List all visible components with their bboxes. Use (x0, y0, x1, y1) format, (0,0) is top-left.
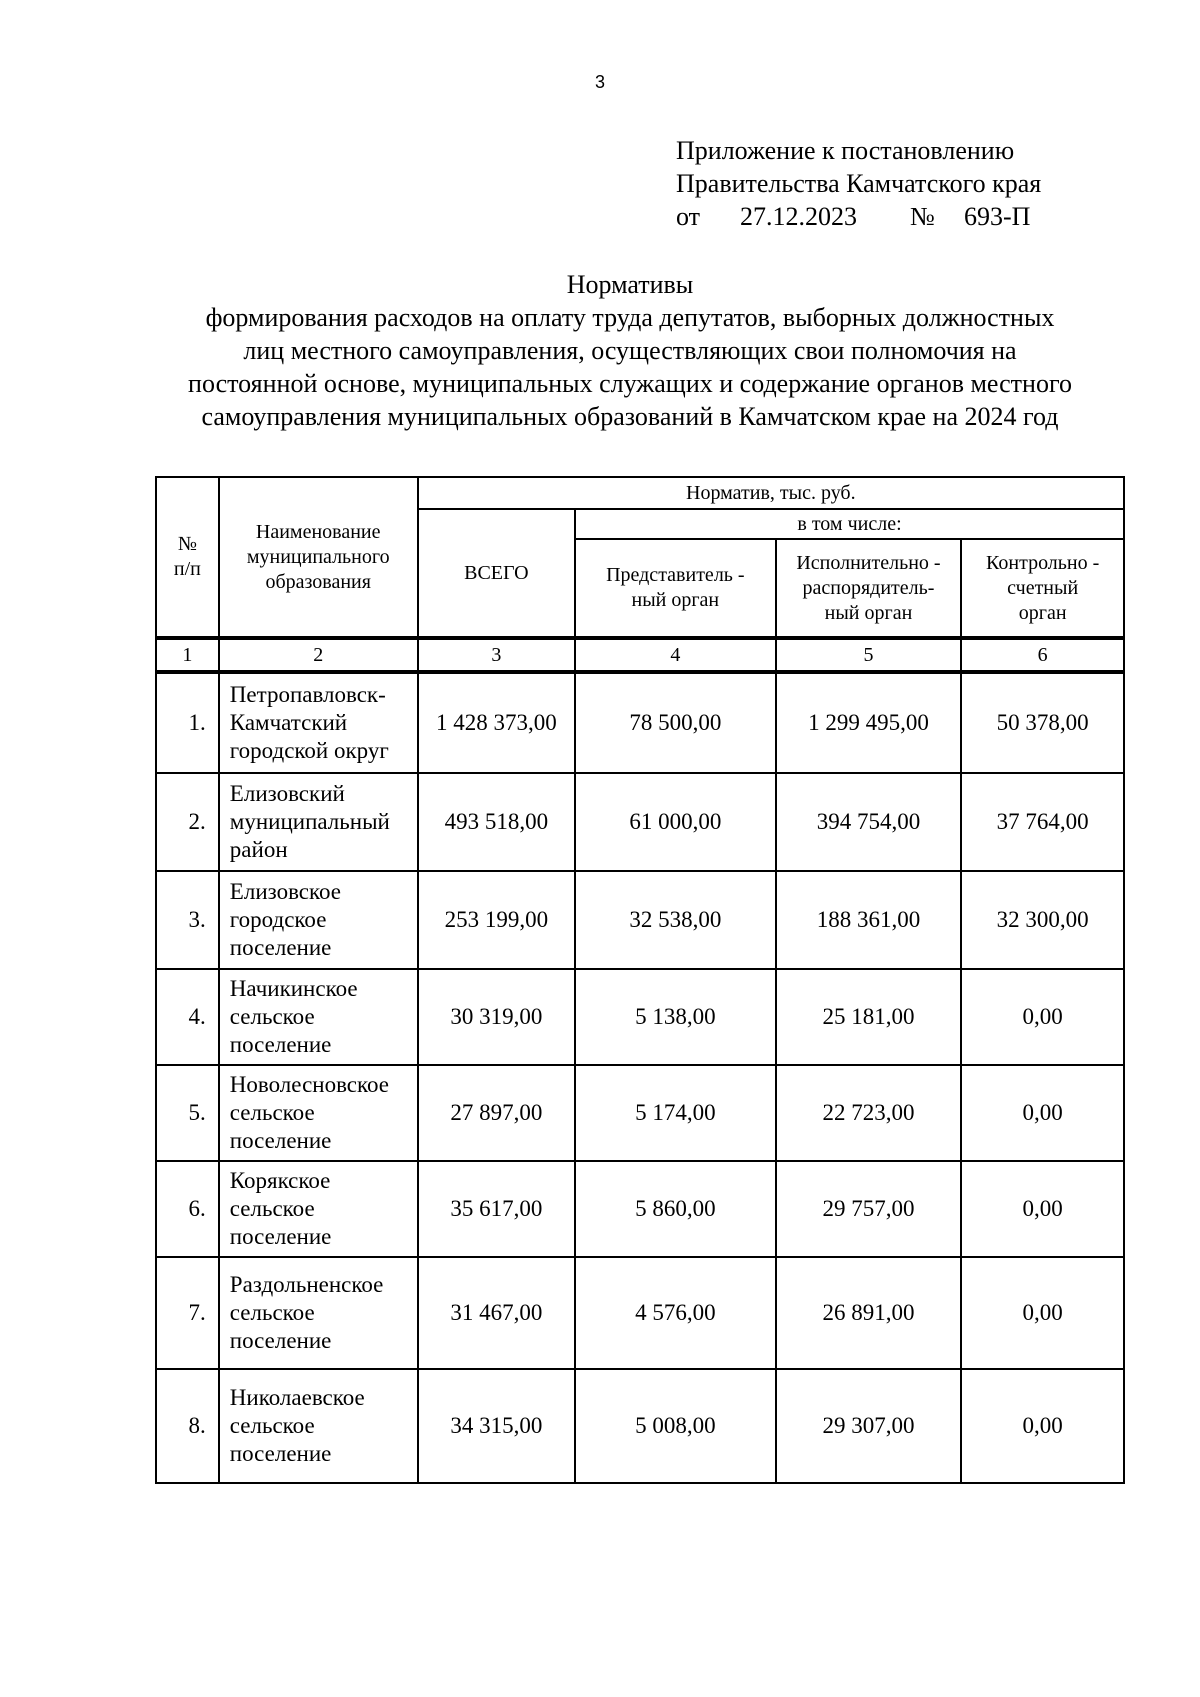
row-ctrl: 32 300,00 (961, 871, 1124, 969)
row-total: 34 315,00 (418, 1369, 575, 1483)
table-row (156, 773, 1124, 871)
row-name-line: Петропавловск- (229, 682, 386, 707)
column-numbers-row (156, 639, 1124, 671)
row-name-line: Николаевское (229, 1385, 365, 1410)
row-name (219, 773, 418, 871)
row-name (219, 1257, 418, 1369)
page-number: 3 (594, 72, 605, 92)
table-body (156, 673, 1124, 1483)
header-exec-line: ный орган (824, 601, 913, 624)
row-ctrl: 0,00 (961, 1369, 1124, 1483)
table-row (156, 1161, 1124, 1257)
row-name-line: Елизовское (229, 879, 342, 904)
row-rep: 5 860,00 (575, 1161, 776, 1257)
table-row (156, 1065, 1124, 1161)
row-name-line: муниципальный (229, 809, 390, 834)
row-name-line: Новолесновское (229, 1072, 390, 1097)
row-index: 8. (156, 1369, 219, 1483)
row-name (219, 673, 418, 773)
header-ctrl (961, 539, 1124, 637)
row-name-line: городской округ (229, 738, 389, 763)
row-ctrl: 37 764,00 (961, 773, 1124, 871)
table-row (156, 1257, 1124, 1369)
row-name-line: Камчатский (229, 710, 348, 735)
header-total: ВСЕГО (418, 509, 575, 637)
row-name-line: район (229, 837, 288, 862)
row-name-line: поселение (229, 1441, 332, 1466)
row-name-line: поселение (229, 1328, 332, 1353)
row-index: 5. (156, 1065, 219, 1161)
header-ctrl-line: счетный (1007, 576, 1079, 599)
annex-date-line (676, 200, 1041, 233)
annex-from-label: от (676, 202, 701, 231)
row-ctrl: 50 378,00 (961, 673, 1124, 773)
column-number: 3 (418, 639, 575, 671)
header-row (156, 477, 1124, 509)
header-rep-line: Представитель - (606, 564, 745, 586)
norms-table (155, 476, 1125, 1484)
row-index: 2. (156, 773, 219, 871)
row-name-line: Начикинское (229, 976, 358, 1001)
row-total: 493 518,00 (418, 773, 575, 871)
row-total: 253 199,00 (418, 871, 575, 969)
row-rep: 61 000,00 (575, 773, 776, 871)
row-exec: 188 361,00 (776, 871, 962, 969)
row-rep: 32 538,00 (575, 871, 776, 969)
row-rep: 4 576,00 (575, 1257, 776, 1369)
row-index: 4. (156, 969, 219, 1065)
row-rep: 5 138,00 (575, 969, 776, 1065)
row-exec: 25 181,00 (776, 969, 962, 1065)
column-number: 4 (575, 639, 776, 671)
row-name-line: Корякское (229, 1168, 331, 1193)
row-exec: 29 757,00 (776, 1161, 962, 1257)
row-name-line: сельское (229, 1300, 315, 1325)
header-rep (575, 539, 776, 637)
row-ctrl: 0,00 (961, 1161, 1124, 1257)
row-name-line: поселение (229, 1128, 332, 1153)
row-name-line: поселение (229, 1224, 332, 1249)
header-ctrl-line: Контрольно - (986, 551, 1100, 574)
header-name-line: муниципального (246, 545, 390, 568)
row-name (219, 871, 418, 969)
row-total: 1 428 373,00 (418, 673, 575, 773)
row-name-line: сельское (229, 1413, 315, 1438)
title-line: постоянной основе, муниципальных служащих и содержание органов местного (188, 369, 1072, 398)
header-norm: Норматив, тыс. руб. (418, 477, 1124, 509)
row-exec: 29 307,00 (776, 1369, 962, 1483)
header-name-line: Наименование (255, 520, 381, 543)
header-num-symbol: № (177, 533, 197, 555)
table-row (156, 969, 1124, 1065)
row-index: 3. (156, 871, 219, 969)
row-name-line: сельское (229, 1004, 315, 1029)
row-exec: 394 754,00 (776, 773, 962, 871)
row-name (219, 1161, 418, 1257)
header-num-text: п/п (173, 558, 201, 580)
row-index: 6. (156, 1161, 219, 1257)
column-number: 1 (156, 639, 219, 671)
row-total: 27 897,00 (418, 1065, 575, 1161)
row-name (219, 969, 418, 1065)
row-name (219, 1065, 418, 1161)
table-row (156, 673, 1124, 773)
row-rep: 78 500,00 (575, 673, 776, 773)
annex-line: Приложение к постановлению (676, 136, 1015, 165)
column-number: 2 (219, 639, 418, 671)
header-name-line: образования (265, 570, 371, 593)
header-rep-line: ный орган (631, 589, 720, 611)
row-total: 35 617,00 (418, 1161, 575, 1257)
row-name-line: поселение (229, 935, 332, 960)
row-name-line: сельское (229, 1100, 315, 1125)
row-name (219, 1369, 418, 1483)
header-name (219, 477, 418, 637)
table-row (156, 871, 1124, 969)
header-exec-line: распорядитель- (802, 576, 935, 599)
row-name-line: городское (229, 907, 327, 932)
row-name-line: Раздольненское (229, 1272, 384, 1297)
row-total: 31 467,00 (418, 1257, 575, 1369)
title-line: самоуправления муниципальных образований в Камчатском крае на 2024 год (201, 402, 1059, 431)
row-rep: 5 174,00 (575, 1065, 776, 1161)
annex-number-label: № (910, 202, 935, 231)
header-ctrl-line: орган (1018, 601, 1067, 624)
annex-block (676, 134, 1041, 233)
title-heading: Нормативы (566, 270, 694, 299)
row-name-line: сельское (229, 1196, 315, 1221)
annex-date: 27.12.2023 (740, 202, 857, 231)
row-ctrl: 0,00 (961, 1257, 1124, 1369)
row-ctrl: 0,00 (961, 1065, 1124, 1161)
row-exec: 1 299 495,00 (776, 673, 962, 773)
annex-line: Правительства Камчатского края (676, 169, 1042, 198)
row-name-line: Елизовский (229, 781, 345, 806)
header-num (156, 477, 219, 637)
table-row (156, 1369, 1124, 1483)
header-exec (776, 539, 962, 637)
title-line: лиц местного самоуправления, осуществляющих свои полномочия на (243, 336, 1017, 365)
title-line: формирования расходов на оплату труда депутатов, выборных должностных (205, 303, 1055, 332)
row-rep: 5 008,00 (575, 1369, 776, 1483)
column-number: 6 (961, 639, 1124, 671)
row-name-line: поселение (229, 1032, 332, 1057)
document-title (130, 268, 1130, 433)
annex-number: 693-П (964, 202, 1031, 231)
header-exec-line: Исполнительно - (796, 551, 941, 574)
row-index: 1. (156, 673, 219, 773)
column-number: 5 (776, 639, 962, 671)
row-ctrl: 0,00 (961, 969, 1124, 1065)
row-exec: 26 891,00 (776, 1257, 962, 1369)
row-total: 30 319,00 (418, 969, 575, 1065)
header-including: в том числе: (575, 509, 1124, 539)
row-index: 7. (156, 1257, 219, 1369)
row-exec: 22 723,00 (776, 1065, 962, 1161)
